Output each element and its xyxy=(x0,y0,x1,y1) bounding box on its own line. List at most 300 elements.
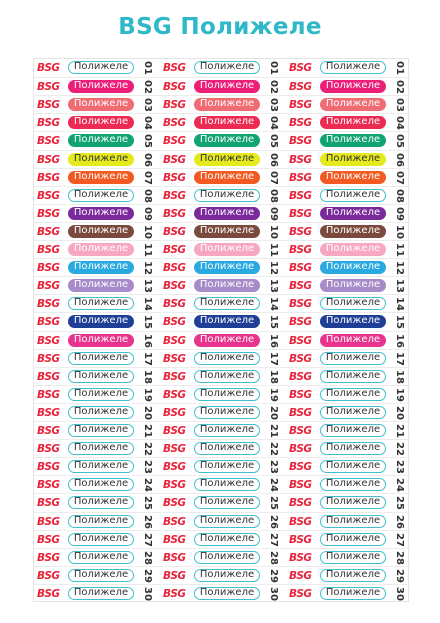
label-number: 12 xyxy=(394,261,405,276)
bsg-logo: BSG xyxy=(289,479,312,492)
bsg-logo: BSG xyxy=(163,99,186,112)
name-label xyxy=(286,313,411,331)
label-pill: Полижеле xyxy=(320,171,386,184)
bsg-logo: BSG xyxy=(289,189,312,202)
name-label xyxy=(160,277,285,295)
name-label xyxy=(286,585,411,603)
label-number: 20 xyxy=(142,405,153,420)
label-pill: Полижеле xyxy=(68,424,134,437)
label-pill: Полижеле xyxy=(320,515,386,528)
label-pill: Полижеле xyxy=(194,352,260,365)
name-label xyxy=(286,78,411,96)
label-pill: Полижеле xyxy=(320,80,386,93)
bsg-logo: BSG xyxy=(163,370,186,383)
bsg-logo: BSG xyxy=(289,425,312,437)
name-label xyxy=(286,404,411,422)
label-row xyxy=(34,331,410,349)
label-sheet xyxy=(33,58,409,602)
name-label xyxy=(34,114,159,132)
name-label xyxy=(34,59,159,77)
bsg-logo: BSG xyxy=(163,587,186,600)
name-label xyxy=(286,59,411,77)
label-number: 17 xyxy=(142,351,153,366)
name-label xyxy=(160,404,285,422)
label-pill: Полижеле xyxy=(68,352,134,365)
label-pill: Полижеле xyxy=(194,551,260,564)
bsg-logo: BSG xyxy=(37,425,60,437)
bsg-logo: BSG xyxy=(289,551,312,564)
name-label xyxy=(34,169,159,187)
label-number: 21 xyxy=(394,424,405,438)
label-row xyxy=(34,512,410,530)
label-pill: Полижеле xyxy=(68,61,134,74)
label-pill: Полижеле xyxy=(194,442,260,455)
label-row xyxy=(34,186,410,204)
name-label xyxy=(286,567,411,585)
bsg-logo: BSG xyxy=(37,388,60,401)
label-number: 03 xyxy=(268,98,279,113)
bsg-logo: BSG xyxy=(289,99,312,112)
label-pill: Полижеле xyxy=(68,98,134,111)
label-pill: Полижеле xyxy=(320,334,386,347)
name-label xyxy=(160,531,285,549)
bsg-logo: BSG xyxy=(289,569,312,582)
label-pill: Полижеле xyxy=(68,297,134,310)
label-number: 24 xyxy=(142,478,153,493)
label-pill: Полижеле xyxy=(194,587,260,600)
bsg-logo: BSG xyxy=(289,497,312,510)
label-number: 25 xyxy=(268,496,279,511)
label-number: 16 xyxy=(394,333,405,348)
label-pill: Полижеле xyxy=(320,496,386,509)
name-label xyxy=(34,368,159,386)
name-label xyxy=(160,114,285,132)
bsg-logo: BSG xyxy=(289,225,312,238)
bsg-logo: BSG xyxy=(163,298,186,311)
label-number: 17 xyxy=(394,351,405,366)
label-pill: Полижеле xyxy=(68,587,134,600)
label-number: 07 xyxy=(142,170,153,185)
label-row xyxy=(34,240,410,258)
label-pill: Полижеле xyxy=(194,370,260,383)
name-label xyxy=(34,78,159,96)
label-pill: Полижеле xyxy=(68,261,134,274)
name-label xyxy=(286,494,411,512)
name-label xyxy=(286,476,411,494)
label-number: 04 xyxy=(142,116,153,131)
label-number: 18 xyxy=(394,369,405,384)
label-number: 16 xyxy=(268,333,279,348)
label-row xyxy=(34,294,410,312)
name-label xyxy=(286,223,411,241)
name-label xyxy=(34,585,159,603)
name-label xyxy=(34,350,159,368)
name-label xyxy=(160,422,285,440)
label-number: 25 xyxy=(394,496,405,511)
name-label xyxy=(34,549,159,567)
name-label xyxy=(34,494,159,512)
bsg-logo: BSG xyxy=(37,298,60,311)
bsg-logo: BSG xyxy=(37,171,60,184)
label-number: 29 xyxy=(268,568,279,583)
label-number: 23 xyxy=(394,460,405,475)
name-label xyxy=(286,169,411,187)
name-label xyxy=(34,151,159,169)
label-pill: Полижеле xyxy=(68,207,134,220)
name-label xyxy=(286,458,411,476)
label-pill: Полижеле xyxy=(194,460,260,473)
name-label xyxy=(160,96,285,114)
label-row xyxy=(34,95,410,113)
bsg-logo: BSG xyxy=(37,189,60,202)
label-number: 28 xyxy=(268,550,279,565)
label-pill: Полижеле xyxy=(320,225,386,238)
name-label xyxy=(160,585,285,603)
label-number: 07 xyxy=(268,170,279,185)
name-label xyxy=(286,386,411,404)
bsg-logo: BSG xyxy=(37,207,60,220)
label-pill: Полижеле xyxy=(320,424,386,437)
name-label xyxy=(160,205,285,223)
label-pill: Полижеле xyxy=(194,153,260,166)
label-row xyxy=(34,548,410,566)
bsg-logo: BSG xyxy=(37,280,60,293)
bsg-logo: BSG xyxy=(163,171,186,184)
label-pill: Полижеле xyxy=(320,61,386,74)
label-pill: Полижеле xyxy=(194,80,260,93)
bsg-logo: BSG xyxy=(163,388,186,401)
label-number: 20 xyxy=(394,405,405,420)
label-pill: Полижеле xyxy=(68,80,134,93)
name-label xyxy=(286,440,411,458)
label-number: 19 xyxy=(268,387,279,402)
label-number: 21 xyxy=(142,424,153,438)
label-number: 25 xyxy=(142,496,153,511)
label-number: 08 xyxy=(142,188,153,203)
label-row xyxy=(34,168,410,186)
bsg-logo: BSG xyxy=(289,587,312,600)
label-number: 29 xyxy=(394,568,405,583)
label-number: 12 xyxy=(268,261,279,276)
label-pill: Полижеле xyxy=(68,334,134,347)
name-label xyxy=(34,295,159,313)
label-row xyxy=(34,131,410,149)
name-label xyxy=(286,350,411,368)
label-pill: Полижеле xyxy=(194,171,260,184)
label-number: 24 xyxy=(268,478,279,493)
label-number: 08 xyxy=(268,188,279,203)
label-pill: Полижеле xyxy=(68,189,134,202)
label-number: 22 xyxy=(142,442,153,457)
label-number: 09 xyxy=(268,206,279,221)
bsg-logo: BSG xyxy=(37,479,60,492)
label-row xyxy=(34,77,410,95)
name-label xyxy=(160,513,285,531)
label-pill: Полижеле xyxy=(320,551,386,564)
label-row xyxy=(34,385,410,403)
bsg-logo: BSG xyxy=(163,262,186,275)
bsg-logo: BSG xyxy=(289,81,312,94)
bsg-logo: BSG xyxy=(163,425,186,437)
label-pill: Полижеле xyxy=(320,134,386,147)
label-number: 14 xyxy=(142,297,153,312)
label-pill: Полижеле xyxy=(194,134,260,147)
label-number: 27 xyxy=(142,532,153,547)
label-number: 09 xyxy=(142,206,153,221)
bsg-logo: BSG xyxy=(37,370,60,383)
label-row xyxy=(34,493,410,511)
label-pill: Полижеле xyxy=(68,496,134,509)
label-pill: Полижеле xyxy=(68,515,134,528)
label-number: 30 xyxy=(142,586,153,601)
label-pill: Полижеле xyxy=(320,243,386,256)
label-number: 17 xyxy=(268,351,279,366)
label-number: 10 xyxy=(142,224,153,239)
name-label xyxy=(34,332,159,350)
label-pill: Полижеле xyxy=(320,98,386,111)
bsg-logo: BSG xyxy=(163,62,186,74)
bsg-logo: BSG xyxy=(37,153,60,166)
label-pill: Полижеле xyxy=(68,153,134,166)
name-label xyxy=(34,513,159,531)
label-pill: Полижеле xyxy=(68,315,134,328)
name-label xyxy=(34,386,159,404)
bsg-logo: BSG xyxy=(289,262,312,275)
label-number: 26 xyxy=(142,514,153,529)
name-label xyxy=(34,241,159,259)
name-label xyxy=(160,332,285,350)
label-pill: Полижеле xyxy=(194,116,260,129)
bsg-logo: BSG xyxy=(37,117,60,130)
label-pill: Полижеле xyxy=(320,279,386,292)
label-row xyxy=(34,421,410,439)
name-label xyxy=(160,241,285,259)
label-number: 11 xyxy=(394,243,405,257)
label-pill: Полижеле xyxy=(194,243,260,256)
name-label xyxy=(286,368,411,386)
label-number: 29 xyxy=(142,568,153,583)
label-pill: Полижеле xyxy=(320,189,386,202)
bsg-logo: BSG xyxy=(289,316,312,329)
name-label xyxy=(286,549,411,567)
bsg-logo: BSG xyxy=(163,225,186,238)
label-pill: Полижеле xyxy=(320,116,386,129)
label-number: 13 xyxy=(142,279,153,294)
label-pill: Полижеле xyxy=(194,98,260,111)
name-label xyxy=(160,440,285,458)
label-pill: Полижеле xyxy=(194,388,260,401)
label-pill: Полижеле xyxy=(320,352,386,365)
label-pill: Полижеле xyxy=(320,297,386,310)
label-number: 03 xyxy=(394,98,405,113)
label-number: 27 xyxy=(394,532,405,547)
name-label xyxy=(34,313,159,331)
name-label xyxy=(286,259,411,277)
bsg-logo: BSG xyxy=(37,334,60,347)
bsg-logo: BSG xyxy=(163,280,186,293)
label-number: 02 xyxy=(142,80,153,95)
name-label xyxy=(34,458,159,476)
label-number: 26 xyxy=(394,514,405,529)
label-pill: Полижеле xyxy=(68,225,134,238)
bsg-logo: BSG xyxy=(163,189,186,202)
label-number: 09 xyxy=(394,206,405,221)
label-pill: Полижеле xyxy=(194,225,260,238)
name-label xyxy=(160,350,285,368)
bsg-logo: BSG xyxy=(163,352,186,365)
name-label xyxy=(286,205,411,223)
bsg-logo: BSG xyxy=(163,117,186,130)
bsg-logo: BSG xyxy=(163,461,186,474)
label-number: 13 xyxy=(394,279,405,294)
label-number: 10 xyxy=(394,224,405,239)
bsg-logo: BSG xyxy=(37,587,60,600)
label-row xyxy=(34,367,410,385)
label-number: 07 xyxy=(394,170,405,185)
label-number: 21 xyxy=(268,424,279,438)
label-number: 11 xyxy=(268,243,279,257)
label-number: 20 xyxy=(268,405,279,420)
label-pill: Полижеле xyxy=(320,153,386,166)
label-pill: Полижеле xyxy=(194,261,260,274)
name-label xyxy=(286,187,411,205)
label-number: 08 xyxy=(394,188,405,203)
label-pill: Полижеле xyxy=(194,478,260,491)
name-label xyxy=(160,132,285,150)
name-label xyxy=(160,567,285,585)
label-pill: Полижеле xyxy=(320,315,386,328)
name-label xyxy=(160,476,285,494)
bsg-logo: BSG xyxy=(37,135,60,148)
bsg-logo: BSG xyxy=(37,461,60,474)
bsg-logo: BSG xyxy=(289,117,312,130)
label-number: 06 xyxy=(394,152,405,167)
label-pill: Полижеле xyxy=(68,478,134,491)
bsg-logo: BSG xyxy=(37,569,60,582)
label-pill: Полижеле xyxy=(194,496,260,509)
label-number: 01 xyxy=(142,61,153,75)
name-label xyxy=(160,549,285,567)
name-label xyxy=(286,531,411,549)
label-number: 05 xyxy=(142,134,153,149)
bsg-logo: BSG xyxy=(37,497,60,510)
label-number: 01 xyxy=(268,61,279,75)
name-label xyxy=(286,96,411,114)
label-row xyxy=(34,276,410,294)
name-label xyxy=(286,241,411,259)
label-pill: Полижеле xyxy=(320,207,386,220)
label-pill: Полижеле xyxy=(320,406,386,419)
bsg-logo: BSG xyxy=(289,62,312,74)
label-row xyxy=(34,222,410,240)
label-pill: Полижеле xyxy=(68,460,134,473)
label-pill: Полижеле xyxy=(320,587,386,600)
bsg-logo: BSG xyxy=(163,479,186,492)
label-number: 11 xyxy=(142,243,153,257)
label-row xyxy=(34,439,410,457)
name-label xyxy=(34,404,159,422)
label-number: 15 xyxy=(142,315,153,330)
label-number: 10 xyxy=(268,224,279,239)
label-number: 28 xyxy=(142,550,153,565)
name-label xyxy=(286,114,411,132)
bsg-logo: BSG xyxy=(289,533,312,546)
label-pill: Полижеле xyxy=(194,533,260,546)
name-label xyxy=(34,96,159,114)
bsg-logo: BSG xyxy=(289,244,312,256)
page-title: BSG Полижеле xyxy=(118,14,322,40)
label-number: 06 xyxy=(142,152,153,167)
bsg-logo: BSG xyxy=(163,443,186,456)
label-number: 06 xyxy=(268,152,279,167)
name-label xyxy=(160,368,285,386)
label-row xyxy=(34,475,410,493)
label-row xyxy=(34,584,410,602)
label-pill: Полижеле xyxy=(194,189,260,202)
bsg-logo: BSG xyxy=(289,443,312,456)
bsg-logo: BSG xyxy=(37,443,60,456)
label-pill: Полижеле xyxy=(320,533,386,546)
name-label xyxy=(160,494,285,512)
bsg-logo: BSG xyxy=(289,370,312,383)
name-label xyxy=(160,223,285,241)
bsg-logo: BSG xyxy=(37,316,60,329)
name-label xyxy=(160,313,285,331)
label-pill: Полижеле xyxy=(320,261,386,274)
name-label xyxy=(286,132,411,150)
bsg-logo: BSG xyxy=(163,406,186,419)
bsg-logo: BSG xyxy=(37,406,60,419)
name-label xyxy=(34,422,159,440)
label-pill: Полижеле xyxy=(68,406,134,419)
label-row xyxy=(34,530,410,548)
bsg-logo: BSG xyxy=(37,352,60,365)
label-number: 19 xyxy=(394,387,405,402)
label-pill: Полижеле xyxy=(68,388,134,401)
label-pill: Полижеле xyxy=(194,406,260,419)
label-row xyxy=(34,403,410,421)
bsg-logo: BSG xyxy=(289,298,312,311)
label-number: 24 xyxy=(394,478,405,493)
label-number: 19 xyxy=(142,387,153,402)
bsg-logo: BSG xyxy=(163,334,186,347)
bsg-logo: BSG xyxy=(37,81,60,94)
label-row xyxy=(34,312,410,330)
name-label xyxy=(160,78,285,96)
label-pill: Полижеле xyxy=(194,424,260,437)
bsg-logo: BSG xyxy=(289,515,312,528)
label-number: 22 xyxy=(394,442,405,457)
bsg-logo: BSG xyxy=(289,352,312,365)
bsg-logo: BSG xyxy=(289,207,312,220)
name-label xyxy=(34,132,159,150)
bsg-logo: BSG xyxy=(163,207,186,220)
name-label xyxy=(34,259,159,277)
label-pill: Полижеле xyxy=(194,315,260,328)
label-pill: Полижеле xyxy=(194,279,260,292)
label-pill: Полижеле xyxy=(68,442,134,455)
name-label xyxy=(160,386,285,404)
label-number: 23 xyxy=(142,460,153,475)
label-pill: Полижеле xyxy=(320,370,386,383)
label-number: 03 xyxy=(142,98,153,113)
bsg-logo: BSG xyxy=(163,497,186,510)
label-pill: Полижеле xyxy=(194,515,260,528)
bsg-logo: BSG xyxy=(289,280,312,293)
bsg-logo: BSG xyxy=(37,244,60,256)
label-number: 23 xyxy=(268,460,279,475)
name-label xyxy=(34,205,159,223)
